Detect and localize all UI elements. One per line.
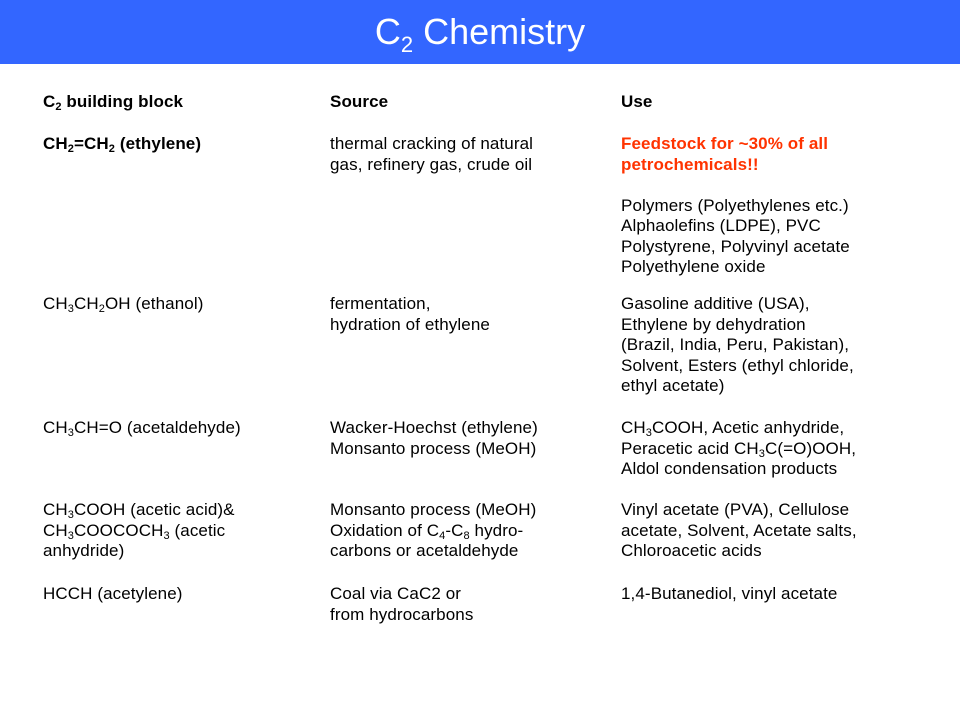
formula-subscript: 3 <box>67 509 74 521</box>
source-cell <box>330 500 615 562</box>
building-block <box>43 294 323 315</box>
source-line: Monsanto process (MeOH) <box>330 500 537 519</box>
use-cell <box>621 500 956 562</box>
formula-part: hydro- <box>469 520 524 540</box>
use-line: Polystyrene, Polyvinyl acetate <box>621 236 850 256</box>
use-line: acetate, Solvent, Acetate salts, <box>621 520 857 540</box>
header-col1-subscript: 2 <box>55 101 62 113</box>
use-line: (Brazil, India, Peru, Pakistan), <box>621 335 850 354</box>
use-cell <box>621 294 956 397</box>
use-line: 1,4-Butanediol, vinyl acetate <box>621 584 838 603</box>
source-cell <box>330 294 615 335</box>
source-line: gas, refinery gas, crude oil <box>330 154 533 174</box>
source-line: thermal cracking of natural <box>330 134 534 153</box>
title-main: C <box>374 11 401 52</box>
use-cell <box>621 134 956 278</box>
formula-part: CH <box>43 500 68 519</box>
formula-subscript: 8 <box>463 529 470 542</box>
use-line: Vinyl acetate (PVA), Cellulose <box>621 500 850 519</box>
formula-subscript: 2 <box>98 303 105 315</box>
formula-part: (ethylene) <box>115 134 202 153</box>
formula-part: CH <box>43 418 68 437</box>
formula-part: C(=O)OOH, <box>764 438 857 458</box>
use-line: Polyethylene oxide <box>621 257 766 276</box>
formula-subscript: 2 <box>108 143 115 155</box>
block-line <box>43 521 323 542</box>
formula-subscript: 3 <box>67 427 74 439</box>
source-line: hydration of ethylene <box>330 314 490 334</box>
header-use: Use <box>621 92 653 111</box>
use-line: Solvent, Esters (ethyl chloride, <box>621 355 854 375</box>
use-line: Polymers (Polyethylenes etc.) <box>621 195 849 215</box>
header-building-block <box>43 92 323 113</box>
formula-part: Peracetic acid CH <box>621 438 759 458</box>
building-block: HCCH (acetylene) <box>43 584 183 603</box>
formula-part: COOCOCH <box>73 520 164 540</box>
source-line: from hydrocarbons <box>330 604 474 624</box>
header-source: Source <box>330 92 389 111</box>
formula-part: CH=O (acetaldehyde) <box>73 418 241 437</box>
source-line: carbons or acetaldehyde <box>330 541 519 560</box>
building-block <box>43 500 323 562</box>
use-line: ethyl acetate) <box>621 376 725 395</box>
source-cell <box>330 418 615 459</box>
formula-part: CH <box>43 134 68 153</box>
formula-part: CH <box>621 418 646 437</box>
use-line <box>621 418 956 439</box>
building-block <box>43 134 323 155</box>
use-line: Chloroacetic acids <box>621 541 762 560</box>
use-highlight-line: petrochemicals!! <box>621 154 759 174</box>
formula-subscript: 3 <box>758 447 765 460</box>
source-line: Wacker-Hoechst (ethylene) <box>330 418 538 437</box>
formula-part: CH <box>43 294 68 313</box>
use-highlight-line: Feedstock for ~30% of all <box>621 134 829 153</box>
source-cell <box>330 134 615 175</box>
formula-subscript: 2 <box>67 143 74 155</box>
formula-part: CH <box>73 294 99 313</box>
use-cell <box>621 418 956 480</box>
use-line <box>621 439 956 460</box>
use-cell <box>621 584 956 605</box>
use-line: Alphaolefins (LDPE), PVC <box>621 216 821 235</box>
source-line <box>330 521 615 542</box>
formula-subscript: 3 <box>645 427 652 439</box>
formula-part: (acetic <box>169 520 226 540</box>
formula-part: =CH <box>73 134 109 153</box>
header-col1-text-rest: building block <box>61 92 184 111</box>
source-line: Coal via CaC2 or <box>330 584 462 603</box>
formula-part: COOH, Acetic anhydride, <box>651 418 845 437</box>
formula-part: COOH (acetic acid)& <box>73 500 235 519</box>
source-line: Monsanto process (MeOH) <box>330 438 537 458</box>
block-line: anhydride) <box>43 541 125 560</box>
block-line <box>43 500 323 521</box>
formula-part: Oxidation of C <box>330 520 440 540</box>
formula-part: CH <box>43 520 68 540</box>
header-col1-text: C <box>43 92 56 111</box>
use-line: Gasoline additive (USA), <box>621 294 810 313</box>
formula-part: OH (ethanol) <box>104 294 204 313</box>
use-line: Ethylene by dehydration <box>621 314 806 334</box>
use-line: Aldol condensation products <box>621 459 838 478</box>
formula-subscript: 3 <box>67 529 74 542</box>
source-cell <box>330 584 615 625</box>
building-block <box>43 418 323 439</box>
formula-subscript: 3 <box>67 303 74 315</box>
title-subscript: 2 <box>400 32 414 57</box>
formula-subscript: 4 <box>439 529 446 542</box>
formula-subscript: 3 <box>163 529 170 542</box>
title-rest: Chemistry <box>413 11 586 52</box>
source-line: fermentation, <box>330 294 431 313</box>
formula-part: -C <box>445 520 464 540</box>
